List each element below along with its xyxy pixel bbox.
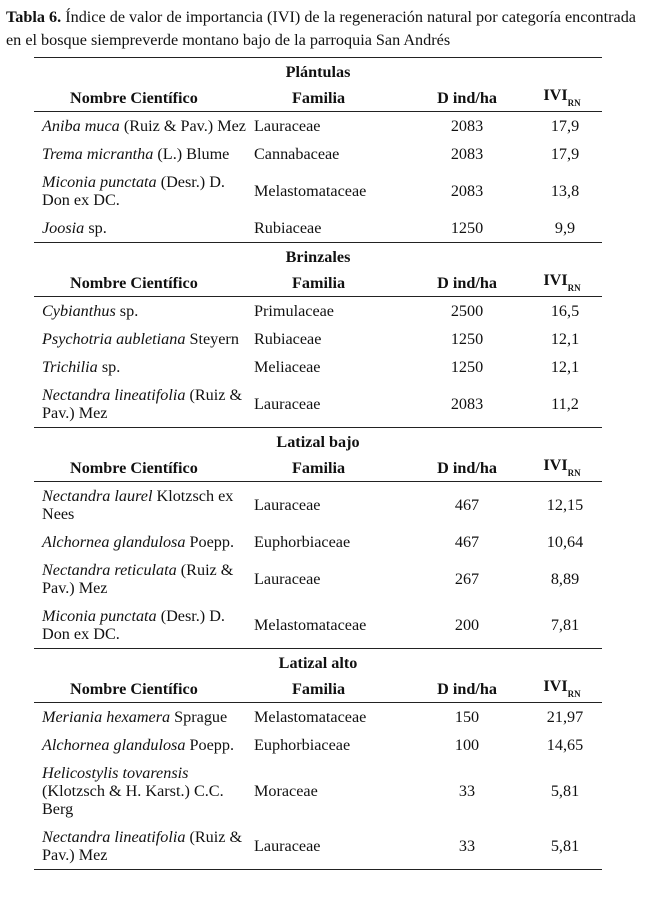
header-ivi <box>522 270 602 297</box>
section-title: Plántulas <box>34 58 602 86</box>
density-cell: 2083 <box>450 182 484 200</box>
header-family: Familia <box>246 455 412 482</box>
ivi-cell: 5,81 <box>550 837 580 855</box>
column-header-row <box>34 676 602 703</box>
ivi-cell: 17,9 <box>550 117 580 135</box>
family-cell: Melastomataceae <box>254 182 367 200</box>
species-name-italic: Aniba muca <box>42 117 120 135</box>
family-cell: Lauraceae <box>254 570 321 588</box>
species-author: sp. <box>84 219 107 237</box>
species-name-italic: Nectandra reticulata <box>42 561 177 579</box>
family-cell: Euphorbiaceae <box>254 736 351 754</box>
family-cell: Lauraceae <box>254 395 321 413</box>
species-author: Poepp. <box>185 533 234 551</box>
species-name-italic: Miconia punctata <box>42 607 157 625</box>
header-density: D ind/ha <box>412 455 522 482</box>
family-cell: Euphorbiaceae <box>254 533 351 551</box>
family-cell: Rubiaceae <box>254 219 322 237</box>
header-ivi <box>522 85 602 112</box>
ivi-cell: 16,5 <box>550 302 580 320</box>
species-name-italic: Miconia punctata <box>42 173 157 191</box>
table-row <box>34 759 602 823</box>
species-name <box>34 731 246 759</box>
header-density: D ind/ha <box>412 270 522 297</box>
table-row <box>34 381 602 428</box>
species-author: (Ruiz & Pav.) Mez <box>42 386 243 422</box>
ivi-cell: 13,8 <box>550 182 580 200</box>
species-author: (Klotzsch & H. Karst.) C.C. Berg <box>42 782 224 818</box>
density-cell: 2083 <box>450 145 484 163</box>
ivi-cell: 12,1 <box>550 358 580 376</box>
section-title: Brinzales <box>34 243 602 271</box>
section-title-row <box>34 58 602 86</box>
species-name-italic: Trichilia <box>42 358 98 376</box>
density-cell: 2083 <box>450 395 484 413</box>
header-ivi-label: IVI <box>543 85 568 104</box>
species-author: sp. <box>115 302 139 320</box>
family-cell: Melastomataceae <box>254 616 367 634</box>
density-cell: 100 <box>454 736 480 754</box>
species-name-italic: Trema micrantha <box>42 145 154 163</box>
header-ivi-label: IVI <box>543 455 568 474</box>
species-author: Klotzsch ex Nees <box>42 487 234 523</box>
species-name-italic: Nectandra lineatifolia <box>42 828 186 846</box>
ivi-table <box>34 57 602 870</box>
family-cell: Lauraceae <box>254 837 321 855</box>
species-name-italic: Alchornea glandulosa <box>42 533 186 551</box>
ivi-cell: 12,15 <box>546 496 584 514</box>
species-name-italic: Joosia <box>42 219 85 237</box>
density-cell: 33 <box>458 782 476 800</box>
species-name-italic: Psychotria aubletiana <box>42 330 186 348</box>
family-cell: Cannabaceae <box>254 145 340 163</box>
column-header-row <box>34 270 602 297</box>
density-cell: 2500 <box>450 302 484 320</box>
header-ivi-label: IVI <box>543 676 568 695</box>
ivi-cell: 17,9 <box>550 145 580 163</box>
header-ivi <box>522 455 602 482</box>
header-ivi <box>522 676 602 703</box>
family-cell: Primulaceae <box>254 302 334 320</box>
species-author: (L.) Blume <box>153 145 230 163</box>
species-name <box>34 112 246 141</box>
header-ivi-subscript: RN <box>567 689 581 700</box>
section-title-row <box>34 649 602 677</box>
density-cell: 1250 <box>450 330 484 348</box>
table-row <box>34 297 602 326</box>
header-name: Nombre Científico <box>34 85 246 112</box>
density-cell: 150 <box>454 708 480 726</box>
species-name-italic: Helicostylis tovarensis <box>42 764 189 782</box>
ivi-cell: 9,9 <box>554 219 576 237</box>
header-name: Nombre Científico <box>34 270 246 297</box>
species-name <box>34 759 246 823</box>
header-family: Familia <box>246 85 412 112</box>
ivi-cell: 5,81 <box>550 782 580 800</box>
species-name <box>34 297 246 326</box>
density-cell: 33 <box>458 837 476 855</box>
density-cell: 1250 <box>450 219 484 237</box>
species-author: (Desr.) D. Don ex DC. <box>42 607 225 643</box>
table-row <box>34 112 602 141</box>
table-row <box>34 168 602 214</box>
ivi-cell: 10,64 <box>546 533 584 551</box>
column-header-row <box>34 85 602 112</box>
species-name <box>34 325 246 353</box>
species-author: sp. <box>97 358 121 376</box>
table-row <box>34 325 602 353</box>
family-cell: Lauraceae <box>254 496 321 514</box>
density-cell: 2083 <box>450 117 484 135</box>
species-name <box>34 823 246 869</box>
ivi-cell: 8,89 <box>550 570 580 588</box>
table-row <box>34 602 602 649</box>
density-cell: 467 <box>454 496 480 514</box>
species-name-italic: Cybianthus <box>42 302 116 320</box>
species-name <box>34 214 246 243</box>
species-author: Sprague <box>170 708 228 726</box>
section-title-row <box>34 428 602 456</box>
species-author: (Ruiz & Pav.) Mez <box>119 117 246 135</box>
family-cell: Moraceae <box>254 782 318 800</box>
header-ivi-subscript: RN <box>567 283 581 294</box>
species-name-italic: Nectandra laurel <box>42 487 153 505</box>
table-row <box>34 140 602 168</box>
header-density: D ind/ha <box>412 676 522 703</box>
species-name-italic: Meriania hexamera <box>42 708 171 726</box>
density-cell: 1250 <box>450 358 484 376</box>
species-name <box>34 602 246 649</box>
table-row <box>34 556 602 602</box>
table-caption <box>6 6 636 52</box>
table-row <box>34 823 602 869</box>
header-ivi-label: IVI <box>543 270 568 289</box>
table-row <box>34 731 602 759</box>
species-name <box>34 353 246 381</box>
section-title-row <box>34 243 602 271</box>
species-name <box>34 168 246 214</box>
section-title: Latizal alto <box>34 649 602 677</box>
header-name: Nombre Científico <box>34 676 246 703</box>
header-family: Familia <box>246 676 412 703</box>
species-name <box>34 703 246 732</box>
table-bottom-rule <box>34 869 602 870</box>
family-cell: Lauraceae <box>254 117 321 135</box>
header-density: D ind/ha <box>412 85 522 112</box>
table-row <box>34 703 602 732</box>
species-name <box>34 482 246 529</box>
ivi-cell: 21,97 <box>546 708 584 726</box>
section-title: Latizal bajo <box>34 428 602 456</box>
density-cell: 200 <box>454 616 480 634</box>
header-name: Nombre Científico <box>34 455 246 482</box>
table-row <box>34 214 602 243</box>
density-cell: 267 <box>454 570 480 588</box>
species-name <box>34 528 246 556</box>
table-row <box>34 482 602 529</box>
family-cell: Meliaceae <box>254 358 321 376</box>
ivi-cell: 12,1 <box>550 330 580 348</box>
species-author: Poepp. <box>185 736 234 754</box>
density-cell: 467 <box>454 533 480 551</box>
table-row <box>34 528 602 556</box>
caption-label: Tabla 6. <box>6 8 62 26</box>
family-cell: Rubiaceae <box>254 330 322 348</box>
family-cell: Melastomataceae <box>254 708 367 726</box>
ivi-cell: 7,81 <box>550 616 580 634</box>
table-row <box>34 353 602 381</box>
header-ivi-subscript: RN <box>567 98 581 109</box>
header-family: Familia <box>246 270 412 297</box>
species-author: (Desr.) D. Don ex DC. <box>42 173 225 209</box>
species-name-italic: Nectandra lineatifolia <box>42 386 186 404</box>
species-author: Steyern <box>185 330 239 348</box>
species-name <box>34 381 246 428</box>
caption-text: Índice de valor de importancia (IVI) de la regeneración natural por categoría encontrada en el bosque siempreverde montano bajo de la parroquia San Andrés <box>6 8 636 49</box>
species-author: (Ruiz & Pav.) Mez <box>42 561 234 597</box>
species-name-italic: Alchornea glandulosa <box>42 736 186 754</box>
bottom-rule <box>34 869 602 870</box>
ivi-cell: 14,65 <box>546 736 584 754</box>
species-name <box>34 556 246 602</box>
ivi-cell: 11,2 <box>551 395 579 413</box>
species-name <box>34 140 246 168</box>
header-ivi-subscript: RN <box>567 468 581 479</box>
species-author: (Ruiz & Pav.) Mez <box>42 828 243 864</box>
column-header-row <box>34 455 602 482</box>
